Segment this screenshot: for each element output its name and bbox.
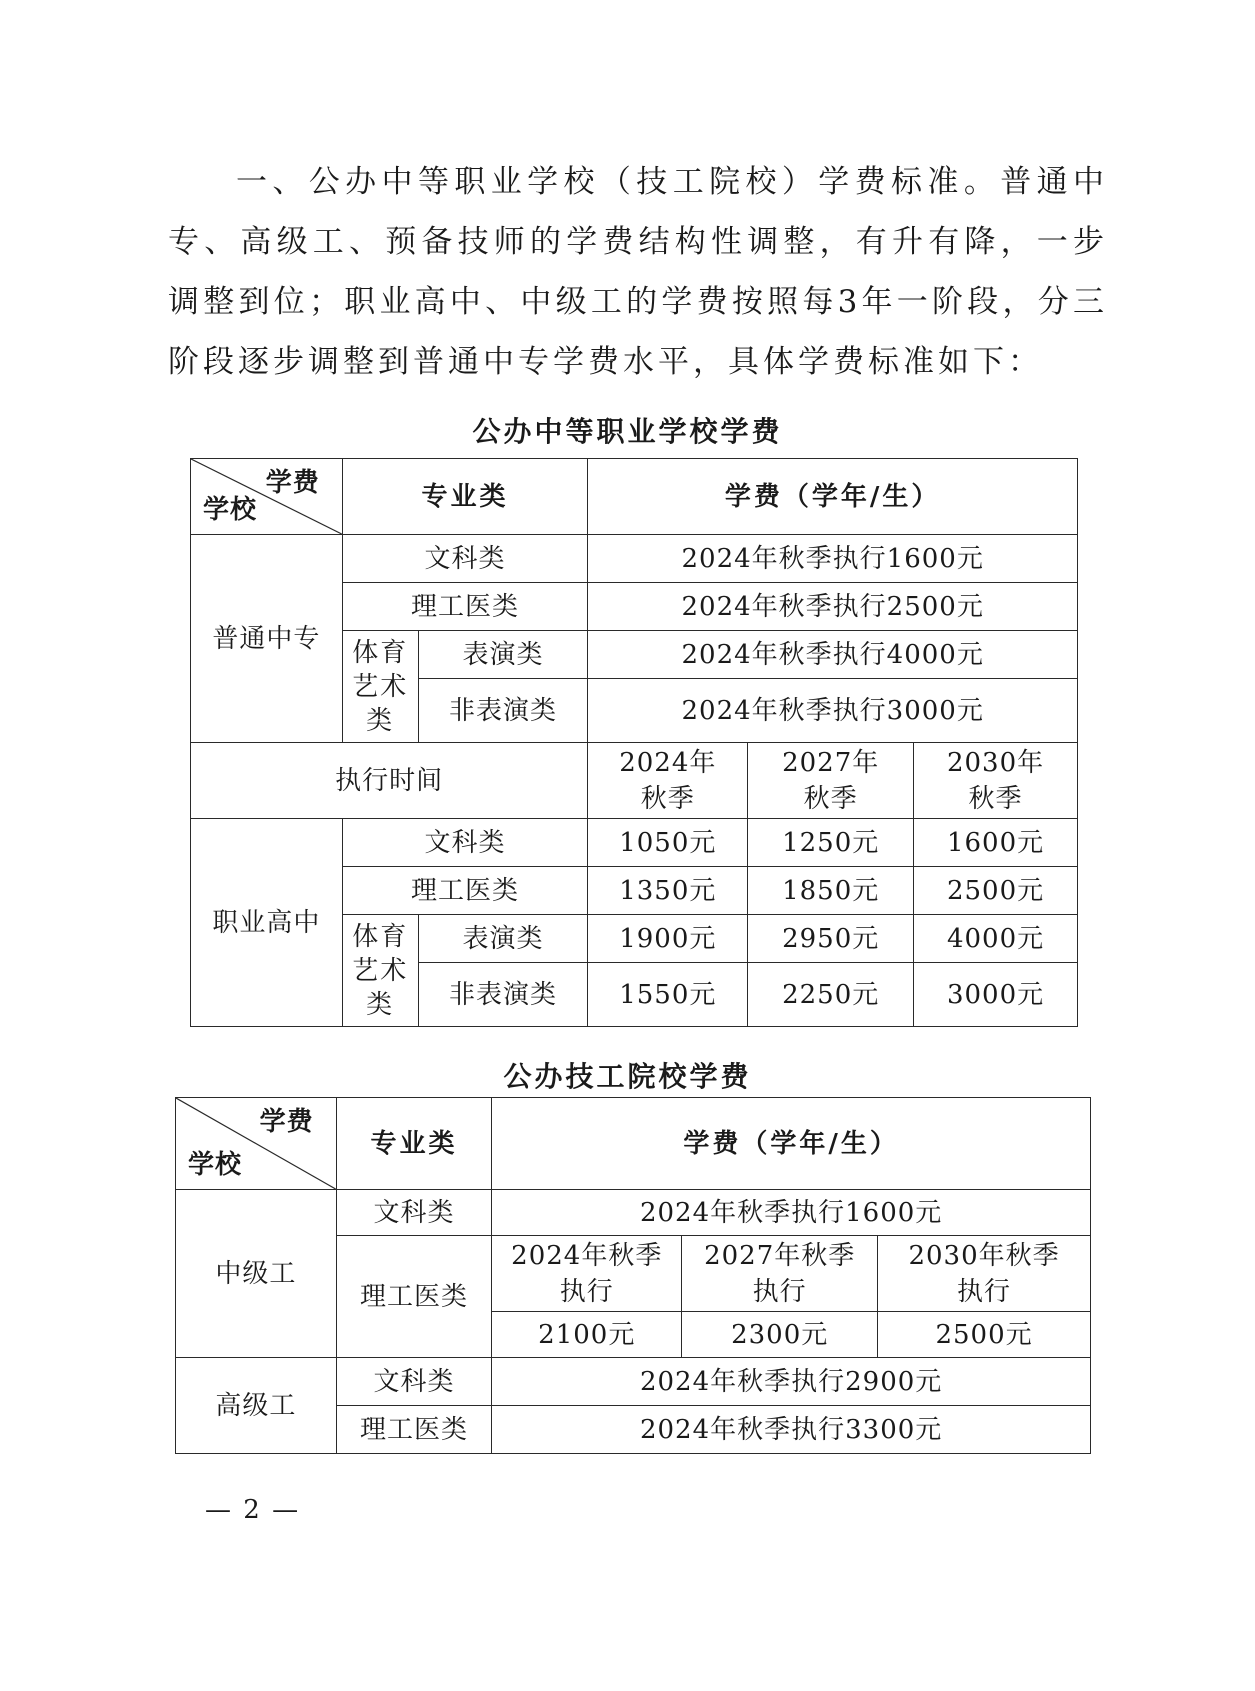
major-tiyu-yishu xyxy=(342,915,418,1027)
header-fee: 学费（学年/生） xyxy=(588,459,1078,535)
fee-cell: 2300元 xyxy=(682,1312,878,1358)
school-puzhong: 普通中专 xyxy=(191,535,343,743)
major-feibiaoyan: 非表演类 xyxy=(418,679,588,743)
period-cell xyxy=(492,1236,682,1312)
diag-header-fee: 学费 xyxy=(259,1107,314,1137)
major-wenke: 文科类 xyxy=(336,1190,492,1236)
page-number: — 2 — xyxy=(205,1495,301,1525)
period-cell xyxy=(748,743,914,819)
diag-header-fee: 学费 xyxy=(265,468,320,498)
period-label: 2024年秋季 xyxy=(619,747,717,814)
fee-cell: 1350元 xyxy=(588,867,748,915)
fee-cell: 1900元 xyxy=(588,915,748,963)
fee-cell: 1550元 xyxy=(588,963,748,1027)
period-label: 2027年秋季执行 xyxy=(704,1240,856,1307)
period-cell xyxy=(914,743,1078,819)
fee-cell: 3000元 xyxy=(914,963,1078,1027)
fee-cell: 2024年秋季执行3300元 xyxy=(492,1406,1091,1454)
header-fee: 学费（学年/生） xyxy=(492,1098,1091,1190)
major-tiyu-yishu-label: 体育艺术类 xyxy=(352,921,409,1020)
fee-cell: 1050元 xyxy=(588,819,748,867)
major-wenke: 文科类 xyxy=(342,819,588,867)
table1-title: 公办中等职业学校学费 xyxy=(472,415,783,448)
major-biaoyan: 表演类 xyxy=(418,915,588,963)
fee-cell: 2024年秋季执行3000元 xyxy=(588,679,1078,743)
major-tiyu-yishu-label: 体育艺术类 xyxy=(352,637,409,736)
major-tiyu-yishu xyxy=(342,631,418,743)
fee-cell: 1850元 xyxy=(748,867,914,915)
major-ligong: 理工医类 xyxy=(342,583,588,631)
fee-cell: 2024年秋季执行2500元 xyxy=(588,583,1078,631)
fee-cell: 2024年秋季执行2900元 xyxy=(492,1358,1091,1406)
school-gaoji: 高级工 xyxy=(176,1358,337,1454)
table2-title: 公办技工院校学费 xyxy=(503,1060,752,1093)
fee-cell: 1600元 xyxy=(914,819,1078,867)
intro-paragraph: 一、公办中等职业学校（技工院校）学费标准。普通中专、高级工、预备技师的学费结构性调整，有升有降，一步调整到位；职业高中、中级工的学费按照每3年一阶段，分三阶段逐步调整到普通中专学费水平，具体学费标准如下： xyxy=(168,164,1108,380)
school-zhigao: 职业高中 xyxy=(191,819,343,1027)
fee-cell: 2024年秋季执行4000元 xyxy=(588,631,1078,679)
fee-cell: 2500元 xyxy=(914,867,1078,915)
header-major: 专业类 xyxy=(336,1098,492,1190)
diagonal-header-cell xyxy=(176,1098,337,1190)
fee-cell: 2024年秋季执行1600元 xyxy=(588,535,1078,583)
header-major: 专业类 xyxy=(342,459,588,535)
diagonal-header-cell xyxy=(191,459,343,535)
major-wenke: 文科类 xyxy=(342,535,588,583)
exec-time-label: 执行时间 xyxy=(191,743,588,819)
period-cell xyxy=(878,1236,1091,1312)
period-cell xyxy=(588,743,748,819)
diag-header-school: 学校 xyxy=(203,495,258,525)
technical-school-fee-table xyxy=(175,1097,1091,1454)
major-ligong: 理工医类 xyxy=(336,1236,492,1358)
period-label: 2024年秋季执行 xyxy=(511,1240,663,1307)
major-wenke: 文科类 xyxy=(336,1358,492,1406)
major-ligong: 理工医类 xyxy=(336,1406,492,1454)
period-label: 2027年秋季 xyxy=(782,747,880,814)
major-feibiaoyan: 非表演类 xyxy=(418,963,588,1027)
fee-cell: 4000元 xyxy=(914,915,1078,963)
school-zhongji: 中级工 xyxy=(176,1190,337,1358)
fee-cell: 2100元 xyxy=(492,1312,682,1358)
diag-header-school: 学校 xyxy=(188,1150,243,1180)
period-label: 2030年秋季执行 xyxy=(908,1240,1060,1307)
fee-cell: 1250元 xyxy=(748,819,914,867)
fee-cell: 2500元 xyxy=(878,1312,1091,1358)
fee-cell: 2024年秋季执行1600元 xyxy=(492,1190,1091,1236)
vocational-school-fee-table xyxy=(190,458,1078,1027)
period-cell xyxy=(682,1236,878,1312)
fee-cell: 2250元 xyxy=(748,963,914,1027)
major-ligong: 理工医类 xyxy=(342,867,588,915)
major-biaoyan: 表演类 xyxy=(418,631,588,679)
fee-cell: 2950元 xyxy=(748,915,914,963)
period-label: 2030年秋季 xyxy=(946,747,1045,814)
